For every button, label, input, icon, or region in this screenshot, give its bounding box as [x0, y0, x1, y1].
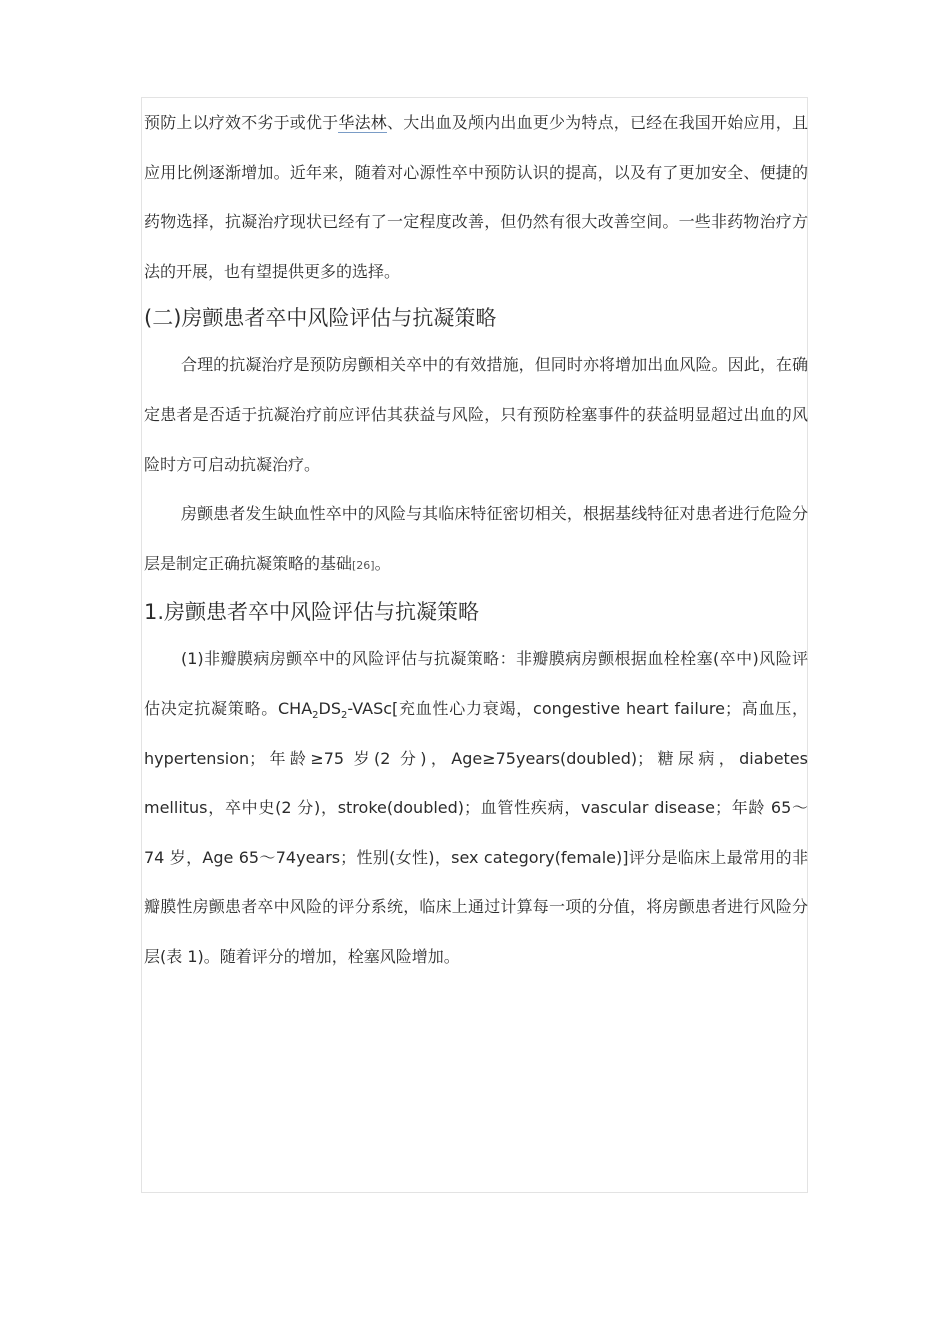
subscript-2-b: 2 — [341, 709, 348, 721]
document-body — [144, 98, 808, 982]
section-heading-risk-assessment: (二)房颤患者卒中风险评估与抗凝策略 — [144, 306, 497, 331]
paragraph-risk-stratification — [144, 489, 808, 590]
paragraph-end-punct: 。 — [374, 553, 391, 573]
paragraph-cha2ds2-vasc — [144, 634, 808, 981]
paragraph-risk-stratification-text: 房颤患者发生缺血性卒中的风险与其临床特征密切相关，根据基线特征对患者进行危险分层是制定正确抗凝策略的基础 — [144, 504, 808, 573]
citation-ref[interactable]: [26] — [352, 558, 375, 572]
subscript-2-a: 2 — [312, 709, 319, 721]
paragraph-intro-text-a: 预防上以疗效不劣于或优于 — [144, 113, 339, 132]
paragraph-cha2ds2-text-c: -VASc[充血性心力衰竭，congestive heart failure；高血压，hypertension；年龄≥75 岁(2 分)，Age≥75years(doubled)；糖尿病，diabetes mellitus，卒中史(2 分)，stroke(doubled)；血管性疾病，vascular disease；年龄 65～74 岁，Age 65～74years；性别(女性)，sex category(female)]评分是临床上最常用的非瓣膜性房颤患者卒中风险的评分系统，临床上通过计算每一项的分值，将房颤患者进行风险分层(表 1)。随着评分的增加，栓塞风险增加。 — [144, 698, 808, 966]
paragraph-cha2ds2-text-b: DS — [318, 698, 342, 718]
subsection-heading-stroke-risk: 1.房颤患者卒中风险评估与抗凝策略 — [144, 600, 480, 625]
paragraph-cha2ds2-text-a: (1)非瓣膜病房颤卒中的风险评估与抗凝策略：非瓣膜病房颤根据血栓栓塞(卒中)风险评估决定抗凝策略。CHA — [144, 649, 808, 718]
paragraph-intro — [144, 98, 808, 296]
paragraph-anticoagulation: 合理的抗凝治疗是预防房颤相关卒中的有效措施，但同时亦将增加出血风险。因此，在确定患者是否适于抗凝治疗前应评估其获益与风险，只有预防栓塞事件的获益明显超过出血的风险时方可启动抗凝治疗。 — [144, 355, 808, 474]
warfarin-link[interactable]: 华法林 — [338, 113, 387, 132]
paragraph-intro-text-b: 、大出血及颅内出血更少为特点，已经在我国开始应用，且应用比例逐渐增加。近年来，随着对心源性卒中预防认识的提高，以及有了更加安全、便捷的药物选择，抗凝治疗现状已经有了一定程度改善，但仍然有很大改善空间。一些非药物治疗方法的开展，也有望提供更多的选择。 — [144, 113, 808, 281]
